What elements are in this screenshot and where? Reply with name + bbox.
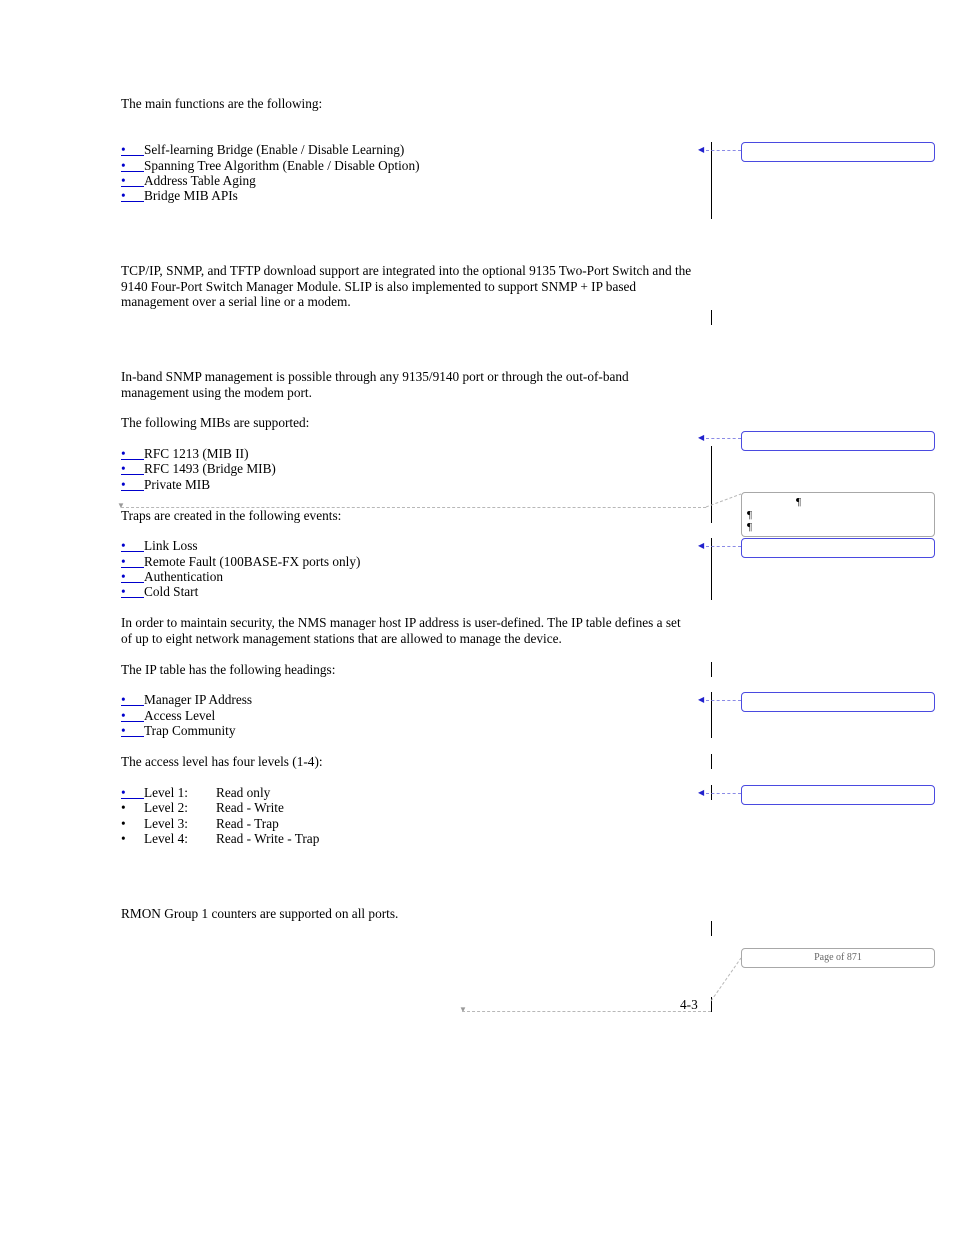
- page-number: 4-3: [680, 997, 698, 1012]
- list-item: • Authentication: [121, 569, 224, 584]
- comment-leader: [706, 546, 741, 547]
- bullet-icon: •: [121, 556, 144, 568]
- change-bar: [711, 662, 712, 677]
- list-item: • RFC 1213 (MIB II): [121, 446, 249, 461]
- change-bar: [711, 921, 712, 936]
- bullet-icon: •: [121, 463, 144, 475]
- list-item: • Cold Start: [121, 584, 199, 599]
- traps-intro: Traps are created in the following events:: [121, 508, 342, 523]
- comment-leader: [462, 1011, 711, 1012]
- bullet-icon: •: [121, 800, 126, 815]
- list-item: • Level 3: Read - Trap: [121, 816, 279, 831]
- list-item: • Remote Fault (100BASE-FX ports only): [121, 554, 361, 569]
- rmon-paragraph: RMON Group 1 counters are supported on all ports.: [121, 906, 399, 921]
- list-item: • Access Level: [121, 708, 216, 723]
- change-bar: [711, 754, 712, 769]
- revision-balloon[interactable]: [741, 538, 935, 558]
- pilcrow-mark: ¶: [796, 496, 801, 508]
- intro-text: The main functions are the following:: [121, 96, 323, 111]
- security-paragraph: In order to maintain security, the NMS manager host IP address is user-defined. The IP table defines a set of up to eight network management stations that are allowed to manage the device.: [121, 615, 681, 646]
- page-count-box: Page of 871: [741, 948, 935, 968]
- revision-balloon[interactable]: [741, 785, 935, 805]
- change-bar: [711, 310, 712, 325]
- change-bar: [711, 692, 712, 738]
- ip-table-intro: The IP table has the following headings:: [121, 662, 336, 677]
- list-item: • Spanning Tree Algorithm (Enable / Disable Option): [121, 158, 420, 173]
- list-item: • Manager IP Address: [121, 692, 253, 707]
- bullet-icon: •: [121, 448, 144, 460]
- change-bar: [711, 142, 712, 219]
- bullet-icon: •: [121, 144, 144, 156]
- list-item: • Link Loss: [121, 538, 198, 553]
- access-intro: The access level has four levels (1-4):: [121, 754, 323, 769]
- list-item: • Level 1: Read only: [121, 785, 271, 800]
- comment-anchor-icon: ◀: [698, 145, 705, 154]
- bullet-icon: •: [121, 694, 144, 706]
- list-item: • Level 4: Read - Write - Trap: [121, 831, 320, 846]
- bullet-icon: •: [121, 725, 144, 737]
- list-item: • Address Table Aging: [121, 173, 256, 188]
- pilcrow-mark: ¶: [747, 521, 752, 533]
- comment-anchor-icon: ◀: [698, 788, 705, 797]
- comment-leader: [700, 490, 745, 515]
- revision-balloon[interactable]: [741, 492, 935, 537]
- bullet-icon: •: [121, 586, 144, 598]
- comment-leader: [706, 438, 741, 439]
- comment-leader: [706, 793, 741, 794]
- comment-leader: [706, 700, 741, 701]
- comment-anchor-icon: ◀: [698, 695, 705, 704]
- bullet-icon: •: [121, 540, 144, 552]
- list-item: • Level 2: Read - Write: [121, 800, 284, 815]
- comment-anchor-icon: ▼: [459, 1005, 467, 1014]
- inband-paragraph: In-band SNMP management is possible through any 9135/9140 port or through the out-of-band management using the modem port.: [121, 369, 629, 400]
- comment-leader: [705, 955, 745, 1005]
- revision-balloon[interactable]: [741, 142, 935, 162]
- revision-balloon[interactable]: [741, 431, 935, 451]
- change-bar: [711, 538, 712, 600]
- list-item: • RFC 1493 (Bridge MIB): [121, 461, 276, 476]
- comment-anchor-icon: ▼: [117, 501, 125, 510]
- bullet-icon: •: [121, 571, 144, 583]
- bullet-icon: •: [121, 479, 144, 491]
- list-item: • Trap Community: [121, 723, 236, 738]
- bullet-icon: •: [121, 190, 144, 202]
- bullet-icon: •: [121, 831, 126, 846]
- comment-anchor-icon: ◀: [698, 541, 705, 550]
- comment-leader: [706, 150, 741, 151]
- mibs-intro: The following MIBs are supported:: [121, 415, 310, 430]
- comment-leader: [121, 507, 706, 508]
- list-item: • Bridge MIB APIs: [121, 188, 238, 203]
- bullet-icon: •: [121, 710, 144, 722]
- list-item: • Self-learning Bridge (Enable / Disable Learning): [121, 142, 405, 157]
- bullet-icon: •: [121, 787, 144, 799]
- pilcrow-mark: ¶: [747, 509, 752, 521]
- list-item: • Private MIB: [121, 477, 211, 492]
- bullet-icon: •: [121, 816, 126, 831]
- comment-anchor-icon: ◀: [698, 433, 705, 442]
- tcpip-paragraph: TCP/IP, SNMP, and TFTP download support are integrated into the optional 9135 Two-Port Switch and the 9140 Four-Port Switch Manager Module. SLIP is also implemented to support SNMP + IP based management over a serial line or a modem.: [121, 263, 692, 310]
- bullet-icon: •: [121, 160, 144, 172]
- bullet-icon: •: [121, 175, 144, 187]
- revision-balloon[interactable]: [741, 692, 935, 712]
